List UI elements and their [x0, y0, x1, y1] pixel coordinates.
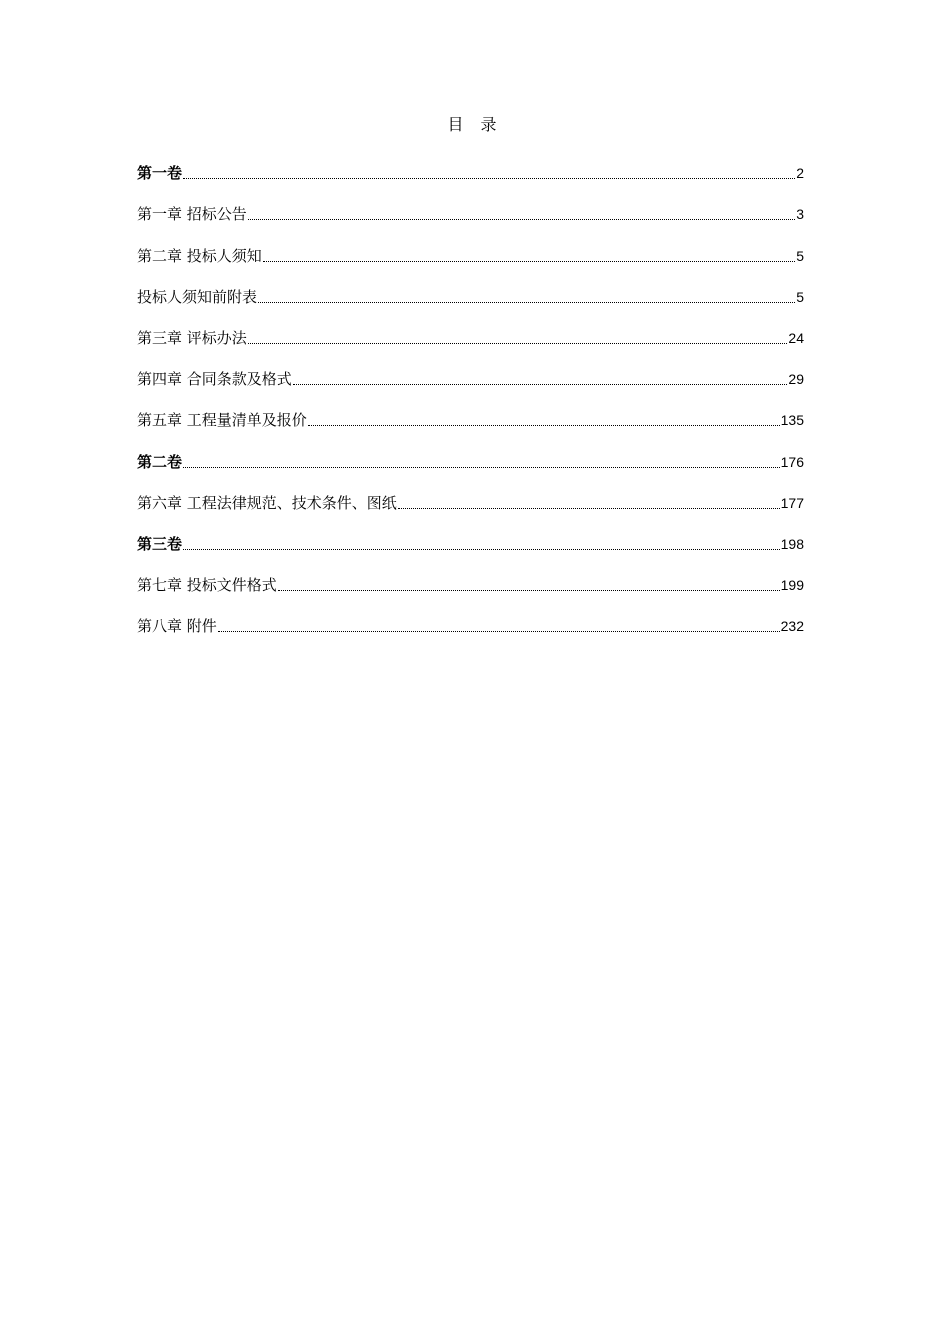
- toc-entry[interactable]: [137, 191, 804, 232]
- toc-entry-label: 第二章 投标人须知: [137, 246, 262, 265]
- toc-entry[interactable]: [137, 397, 804, 438]
- page-title: 目 录: [447, 115, 503, 134]
- toc-entry-page: 198: [780, 535, 804, 552]
- dot-leader: [183, 467, 780, 468]
- dot-leader: [398, 508, 780, 509]
- toc-entry-label: 第八章 附件: [137, 617, 217, 636]
- toc-entry[interactable]: [137, 480, 804, 521]
- toc-entry-page: 199: [780, 577, 804, 594]
- toc-entry[interactable]: [137, 603, 804, 644]
- toc-entry-label: 第七章 投标文件格式: [137, 576, 277, 595]
- dot-leader: [248, 219, 795, 220]
- toc-entry-page: 24: [788, 329, 804, 346]
- dot-leader: [278, 590, 780, 591]
- toc-entry-label: 第四章 合同条款及格式: [137, 370, 292, 389]
- toc-entry[interactable]: [137, 274, 804, 315]
- dot-leader: [248, 343, 788, 344]
- toc-entry-page: 5: [796, 247, 804, 264]
- dot-leader: [293, 384, 788, 385]
- toc-entry-label: 第一章 招标公告: [137, 205, 247, 224]
- toc-entry-label: 第六章 工程法律规范、技术条件、图纸: [137, 493, 397, 512]
- toc-entry-page: 5: [796, 288, 804, 305]
- toc-entry-page: 232: [780, 618, 804, 635]
- toc-entry[interactable]: [137, 315, 804, 356]
- dot-leader: [263, 261, 795, 262]
- toc-entry-page: 176: [780, 453, 804, 470]
- toc-entry-page: 177: [780, 494, 804, 511]
- dot-leader: [308, 425, 780, 426]
- toc-entry-label: 第三章 评标办法: [137, 328, 247, 347]
- toc-entry[interactable]: [137, 356, 804, 397]
- dot-leader: [258, 302, 795, 303]
- toc-entry-label: 第二卷: [137, 452, 183, 471]
- table-of-contents: [137, 150, 804, 644]
- toc-entry[interactable]: [137, 438, 804, 479]
- toc-entry-label: 投标人须知前附表: [137, 287, 258, 306]
- toc-entry-label: 第一卷: [137, 164, 183, 183]
- dot-leader: [183, 549, 780, 550]
- toc-entry[interactable]: [137, 521, 804, 562]
- toc-entry-label: 第五章 工程量清单及报价: [137, 411, 307, 430]
- toc-entry[interactable]: [137, 232, 804, 273]
- toc-entry-page: 135: [780, 412, 804, 429]
- dot-leader: [183, 178, 795, 179]
- toc-entry[interactable]: [137, 562, 804, 603]
- toc-entry-page: 3: [796, 206, 804, 223]
- toc-entry-label: 第三卷: [137, 534, 183, 553]
- dot-leader: [218, 631, 780, 632]
- toc-entry-page: 29: [788, 371, 804, 388]
- toc-entry[interactable]: [137, 150, 804, 191]
- toc-entry-page: 2: [796, 165, 804, 182]
